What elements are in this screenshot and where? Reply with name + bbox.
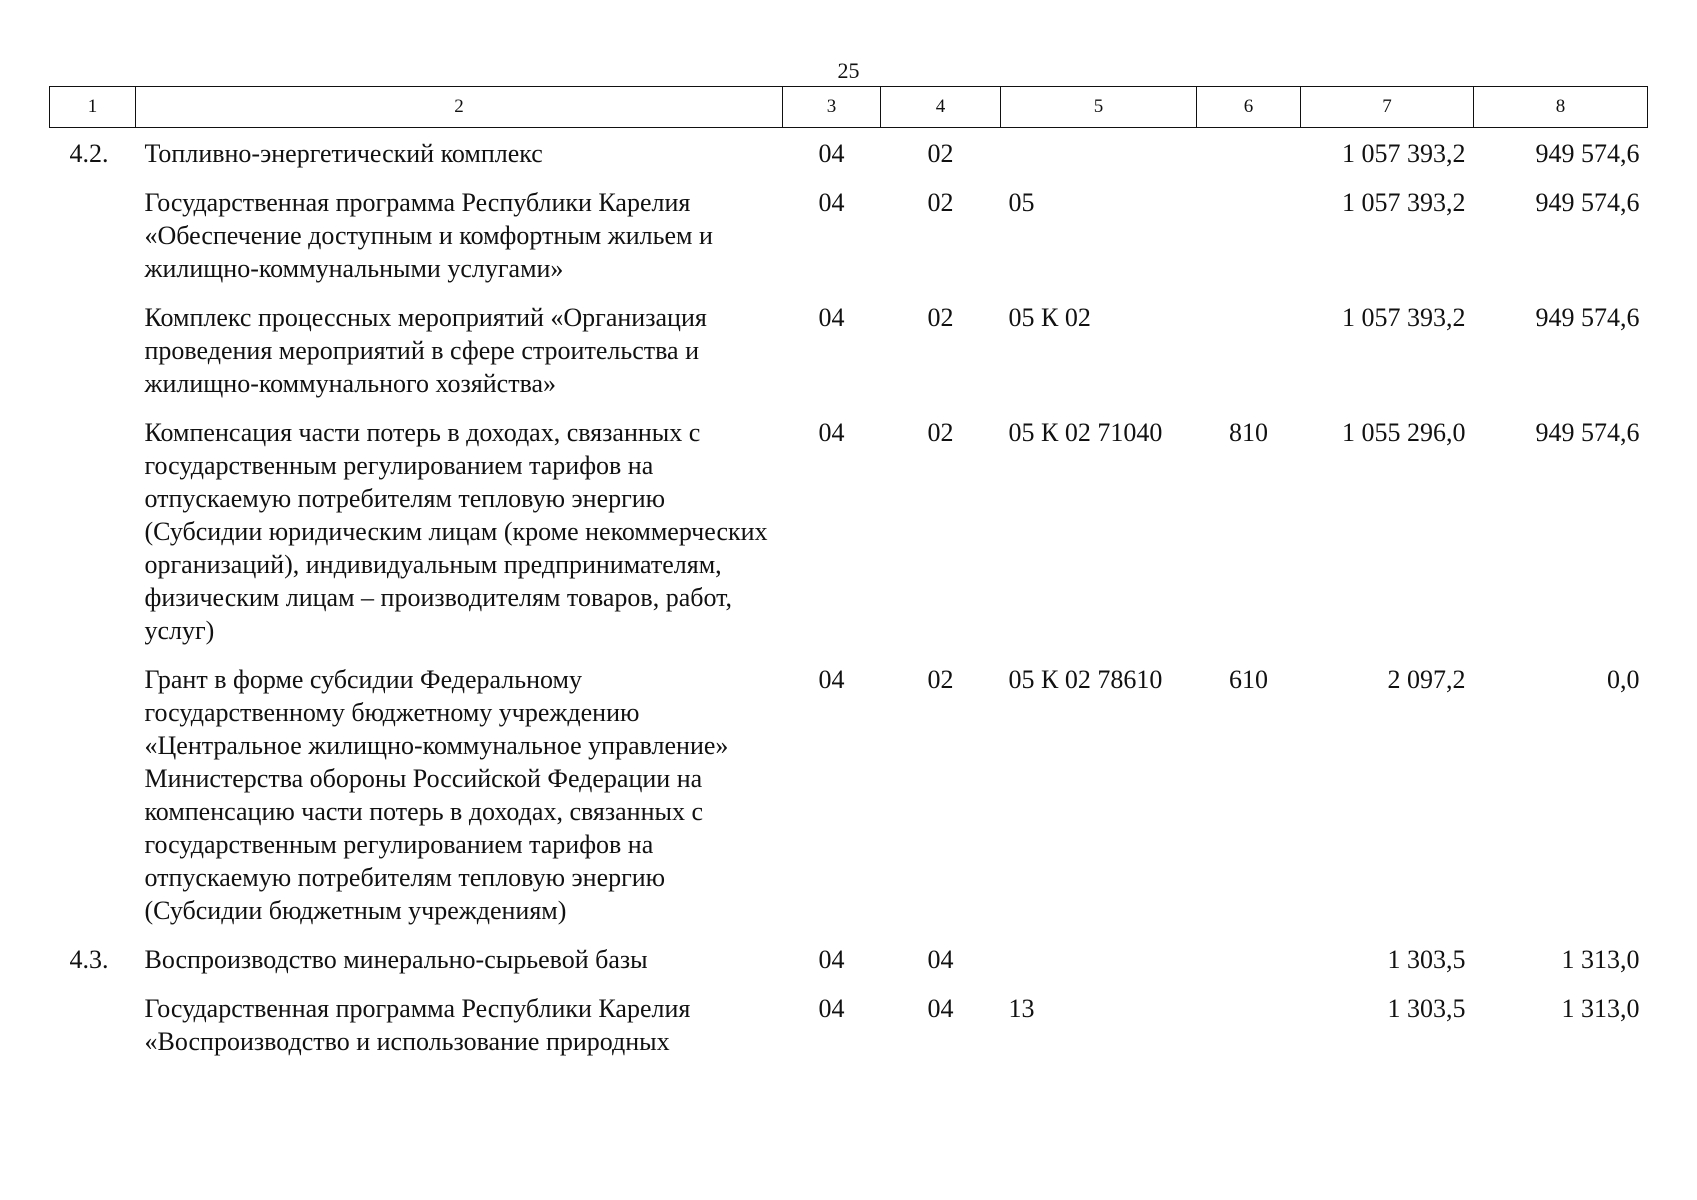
row-amount-1: 1 055 296,0 bbox=[1342, 418, 1466, 447]
table-header bbox=[50, 87, 1648, 128]
row-amount-2: 949 574,6 bbox=[1535, 188, 1640, 217]
header-col-4: 4 bbox=[881, 87, 1001, 128]
row-name: Государственная программа Республики Карелия «Воспроизводство и использование природных bbox=[144, 994, 691, 1056]
row-number bbox=[50, 186, 136, 301]
row-amount-2: 1 313,0 bbox=[1561, 994, 1640, 1023]
row-subsection: 02 bbox=[927, 139, 954, 168]
row-kind bbox=[1197, 992, 1301, 1074]
row-number: 4.2. bbox=[69, 139, 109, 168]
header-col-1: 1 bbox=[50, 87, 136, 128]
row-section: 04 bbox=[818, 188, 845, 217]
table-row bbox=[50, 943, 1648, 992]
row-kind: 810 bbox=[1229, 418, 1268, 447]
row-section: 04 bbox=[818, 994, 845, 1023]
row-name: Воспроизводство минерально-сырьевой базы bbox=[144, 945, 648, 974]
row-section: 04 bbox=[818, 139, 845, 168]
row-name: Компенсация части потерь в доходах, связанных с государственным регулированием тарифов на отпускаемую потребителям тепловую энергию (Субсидии юридическим лицам (кроме некоммерческих организаций), индивидуальным предпринимателям, физическим лицам – производителям товаров, работ, услуг) bbox=[144, 418, 768, 645]
table-row bbox=[50, 186, 1648, 301]
row-number bbox=[50, 663, 136, 943]
row-amount-1: 1 303,5 bbox=[1387, 945, 1466, 974]
table-row bbox=[50, 663, 1648, 943]
row-amount-1: 2 097,2 bbox=[1387, 665, 1466, 694]
row-name: Комплекс процессных мероприятий «Организация проведения мероприятий в сфере строительства и жилищно-коммунального хозяйства» bbox=[144, 303, 707, 398]
row-subsection: 02 bbox=[927, 303, 954, 332]
row-subsection: 02 bbox=[927, 418, 954, 447]
row-section: 04 bbox=[818, 418, 845, 447]
row-target: 05 bbox=[1008, 188, 1035, 217]
row-subsection: 02 bbox=[927, 665, 954, 694]
row-amount-2: 1 313,0 bbox=[1561, 945, 1640, 974]
row-kind bbox=[1197, 186, 1301, 301]
row-number bbox=[50, 301, 136, 416]
row-number bbox=[50, 992, 136, 1074]
row-amount-1: 1 057 393,2 bbox=[1342, 139, 1466, 168]
table-row bbox=[50, 128, 1648, 187]
row-amount-1: 1 303,5 bbox=[1387, 994, 1466, 1023]
row-number: 4.3. bbox=[69, 945, 109, 974]
table-row bbox=[50, 416, 1648, 663]
row-section: 04 bbox=[818, 303, 845, 332]
header-col-8: 8 bbox=[1474, 87, 1648, 128]
row-number bbox=[50, 416, 136, 663]
row-target bbox=[1001, 128, 1197, 187]
row-amount-2: 949 574,6 bbox=[1535, 303, 1640, 332]
page-number: 25 bbox=[837, 58, 860, 83]
row-amount-2: 949 574,6 bbox=[1535, 418, 1640, 447]
header-col-5: 5 bbox=[1001, 87, 1197, 128]
row-name: Грант в форме субсидии Федеральному государственному бюджетному учреждению «Центральное жилищно-коммунальное управление» Министерства обороны Российской Федерации на компенсацию части потерь в доходах, связанных с государственным регулированием тарифов на отпускаемую потребителям тепловую энергию (Субсидии бюджетным учреждениям) bbox=[144, 665, 729, 925]
header-row bbox=[50, 87, 1648, 128]
row-amount-2: 949 574,6 bbox=[1535, 139, 1640, 168]
row-name: Государственная программа Республики Карелия «Обеспечение доступным и комфортным жильем и жилищно-коммунальными услугами» bbox=[144, 188, 713, 283]
row-kind bbox=[1197, 301, 1301, 416]
table-row bbox=[50, 301, 1648, 416]
row-subsection: 04 bbox=[927, 945, 954, 974]
row-amount-2: 0,0 bbox=[1607, 665, 1640, 694]
row-target: 05 К 02 bbox=[1008, 303, 1091, 332]
row-section: 04 bbox=[818, 945, 845, 974]
row-subsection: 02 bbox=[927, 188, 954, 217]
header-col-7: 7 bbox=[1301, 87, 1474, 128]
budget-table bbox=[49, 86, 1648, 1074]
table-body bbox=[50, 128, 1648, 1075]
row-kind bbox=[1197, 128, 1301, 187]
header-col-2: 2 bbox=[136, 87, 783, 128]
row-amount-1: 1 057 393,2 bbox=[1342, 303, 1466, 332]
row-target: 13 bbox=[1008, 994, 1035, 1023]
row-kind bbox=[1197, 943, 1301, 992]
row-kind: 610 bbox=[1229, 665, 1268, 694]
table-row bbox=[50, 992, 1648, 1074]
row-section: 04 bbox=[818, 665, 845, 694]
row-name: Топливно-энергетический комплекс bbox=[144, 139, 543, 168]
header-col-3: 3 bbox=[783, 87, 881, 128]
row-target: 05 К 02 78610 bbox=[1008, 665, 1163, 694]
row-amount-1: 1 057 393,2 bbox=[1342, 188, 1466, 217]
row-target: 05 К 02 71040 bbox=[1008, 418, 1163, 447]
header-col-6: 6 bbox=[1197, 87, 1301, 128]
row-target bbox=[1001, 943, 1197, 992]
row-subsection: 04 bbox=[927, 994, 954, 1023]
